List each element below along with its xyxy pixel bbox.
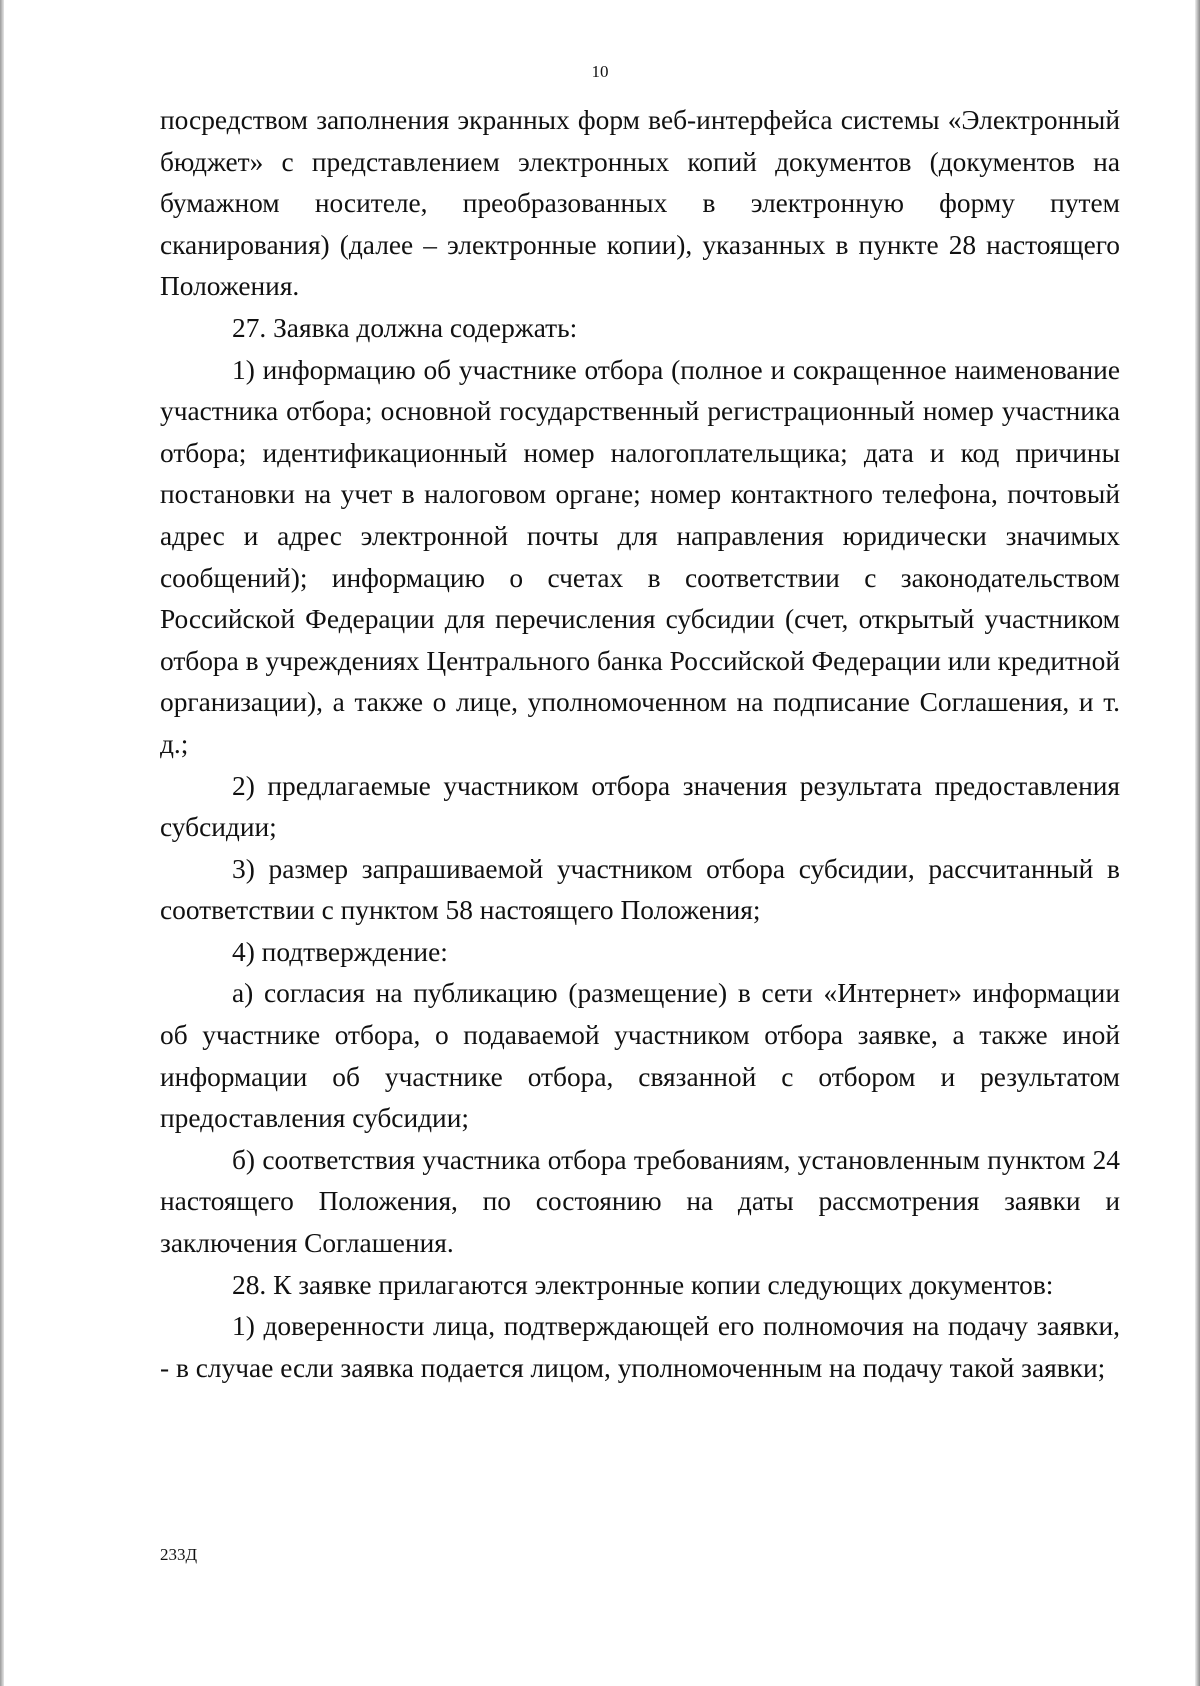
paragraph-item-3: 3) размер запрашиваемой участником отбора субсидии, рассчитанный в соответствии с пунктом 58 настоящего Положения;	[160, 853, 1120, 926]
paragraph-item-4: 4) подтверждение:	[232, 936, 448, 967]
paragraph-continuation: посредством заполнения экранных форм веб-интерфейса системы «Электронный бюджет» с представлением электронных копий документов (документов на бумажном носителе, преобразованных в электронную форму путем сканирования) (далее – электронные копии), указанных в пункте 28 настоящего Положения.	[160, 105, 1120, 302]
document-body	[160, 100, 1120, 1389]
footer-document-code: 233Д	[160, 1545, 198, 1564]
paragraph-subitem-a: а) согласия на публикацию (размещение) в сети «Интернет» информации об участнике отбора, о подаваемой участником отбора заявке, а также иной информации об участнике отбора, связанной с отбором и результатом предоставления субсидии;	[160, 978, 1120, 1134]
scan-edge-left	[0, 0, 4, 1686]
paragraph-clause-28-item-1: 1) доверенности лица, подтверждающей его полномочия на подачу заявки, - в случае если заявка подается лицом, уполномоченным на подачу такой заявки;	[160, 1311, 1120, 1383]
paragraph-item-2: 2) предлагаемые участником отбора значения результата предоставления субсидии;	[160, 770, 1120, 843]
paragraph-subitem-b: б) соответствия участника отбора требованиям, установленным пунктом 24 настоящего Положения, по состоянию на даты рассмотрения заявки и заключения Соглашения.	[160, 1144, 1120, 1259]
paragraph-item-1: 1) информацию об участнике отбора (полное и сокращенное наименование участника отбора; основной государственный регистрационный номер участника отбора; идентификационный номер налогоплательщика; дата и код причины постановки на учет в налоговом органе; номер контактного телефона, почтовый адрес и адрес электронной почты для направления юридически значимых сообщений); информацию о счетах в соответствии с законодательством Российской Федерации для перечисления субсидии (счет, открытый участником отбора в учреждениях Центрального банка Российской Федерации или кредитной организации), а также о лице, уполномоченном на подписание Соглашения, и т. д.;	[160, 354, 1120, 759]
scan-edge-right	[1195, 0, 1200, 1686]
paragraph-clause-27: 27. Заявка должна содержать:	[232, 312, 578, 343]
page-number: 10	[591, 62, 609, 81]
paragraph-clause-28: 28. К заявке прилагаются электронные копии следующих документов:	[232, 1269, 1054, 1300]
